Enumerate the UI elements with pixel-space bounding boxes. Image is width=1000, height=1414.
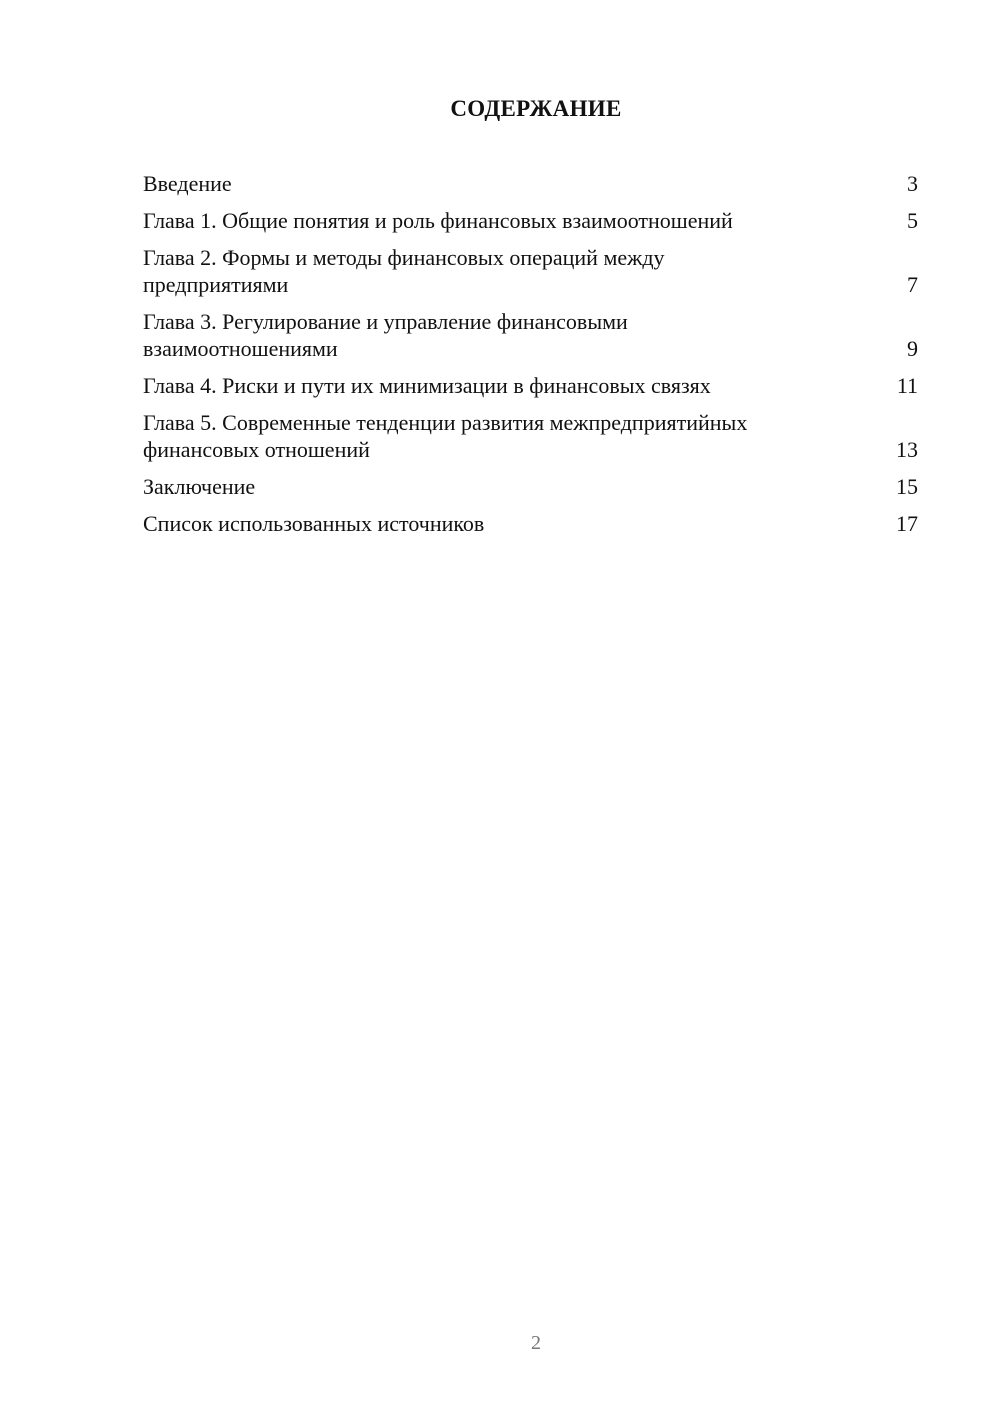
toc-entry-label: Глава 5. Современные тенденции развития межпредприятийных финансовых отношений xyxy=(143,410,748,462)
toc-entry-label: Введение xyxy=(143,171,232,196)
toc-entry-page: 7 xyxy=(907,272,918,297)
toc-entry-page: 3 xyxy=(907,171,918,196)
toc-entry-chapter-1[interactable] xyxy=(143,207,918,234)
toc-entry-introduction[interactable] xyxy=(143,170,918,197)
toc-entry-chapter-3[interactable] xyxy=(143,308,918,362)
toc-entry-page: 15 xyxy=(896,474,918,499)
toc-title: СОДЕРЖАНИЕ xyxy=(450,96,622,121)
toc-entry-label: Список использованных источников xyxy=(143,511,485,536)
table-of-contents xyxy=(143,170,918,547)
toc-entry-page: 13 xyxy=(896,437,918,462)
toc-entry-page: 17 xyxy=(896,511,918,536)
toc-entry-chapter-4[interactable] xyxy=(143,372,918,399)
toc-entry-label: Глава 2. Формы и методы финансовых операций между предприятиями xyxy=(143,245,665,297)
toc-entry-conclusion[interactable] xyxy=(143,473,918,500)
toc-entry-label: Заключение xyxy=(143,474,256,499)
toc-entry-page: 5 xyxy=(907,208,918,233)
toc-entry-label: Глава 1. Общие понятия и роль финансовых взаимоотношений xyxy=(143,208,733,233)
toc-entry-label: Глава 3. Регулирование и управление финансовыми взаимоотношениями xyxy=(143,309,628,361)
toc-entry-chapter-2[interactable] xyxy=(143,244,918,298)
toc-entry-page: 9 xyxy=(907,336,918,361)
toc-entry-references[interactable] xyxy=(143,510,918,537)
toc-entry-chapter-5[interactable] xyxy=(143,409,918,463)
toc-entry-label: Глава 4. Риски и пути их минимизации в финансовых связях xyxy=(143,373,711,398)
toc-entry-page: 11 xyxy=(896,373,918,398)
page-number: 2 xyxy=(531,1332,541,1354)
